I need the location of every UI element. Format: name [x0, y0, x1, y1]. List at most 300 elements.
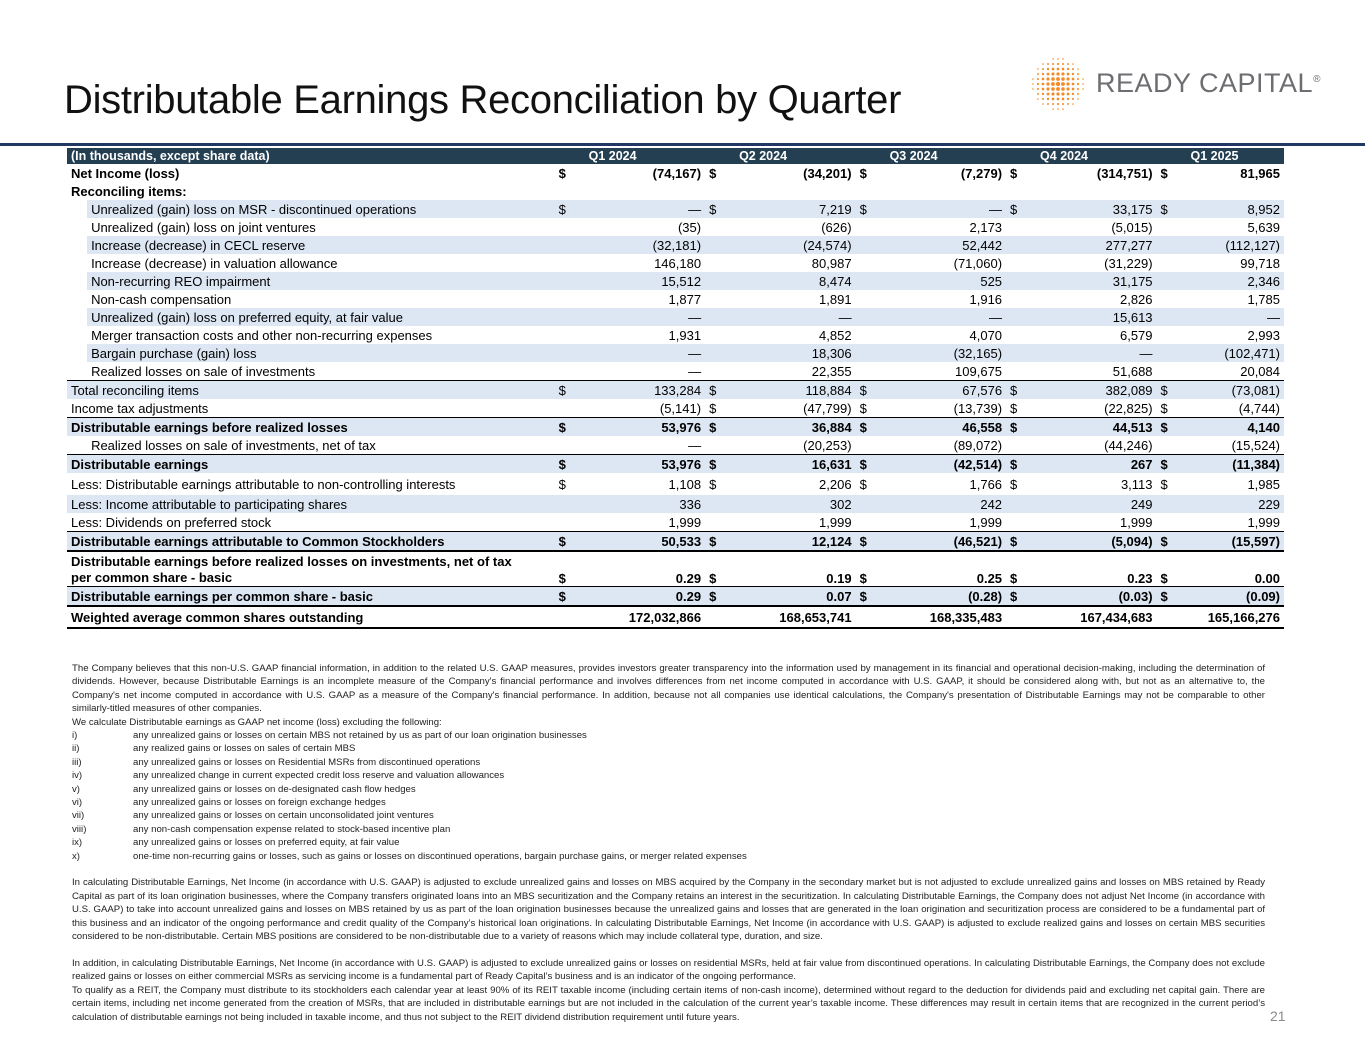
- cell-value: 146,180: [654, 255, 702, 271]
- list-item-text: any unrealized gains or losses on certain unconsolidated joint ventures: [133, 810, 434, 822]
- logo-dot: [1042, 98, 1044, 100]
- cell-value: (89,072): [953, 437, 1003, 453]
- logo-dot: [1056, 82, 1060, 86]
- currency-symbol: $: [1006, 455, 1032, 474]
- cell-value: 2,826: [1119, 291, 1153, 307]
- indent-cell: [67, 290, 87, 308]
- cell-value: 168,653,741: [731, 606, 855, 628]
- logo-dot: [1042, 88, 1045, 91]
- list-item-number: viii): [72, 823, 87, 835]
- cell-value: (102,471): [1183, 344, 1284, 362]
- currency-symbol: [1157, 290, 1183, 308]
- currency-symbol: $: [558, 571, 566, 586]
- row-label: Income tax adjustments: [71, 400, 209, 416]
- indent-cell: [67, 436, 87, 455]
- row-label: Less: Income attributable to participating shares: [67, 495, 555, 513]
- cell-value: 1,785: [1247, 291, 1280, 307]
- logo-dot: [1047, 73, 1050, 76]
- cell-value: 20,084: [1240, 363, 1280, 379]
- logo-dot: [1051, 92, 1054, 95]
- currency-symbol: [1006, 254, 1032, 272]
- currency-symbol: $: [709, 400, 717, 416]
- cell-value: (0.03): [1032, 587, 1156, 607]
- row-label: Less: Dividends on preferred stock: [71, 514, 272, 530]
- list-item-text: any unrealized gains or losses on de-designated cash flow hedges: [133, 783, 416, 795]
- cell-value: 0.00: [1254, 571, 1280, 586]
- logo-dot: [1062, 98, 1065, 101]
- logo-dot: [1047, 68, 1049, 70]
- currency-symbol: [555, 606, 581, 628]
- logo-dot: [1042, 78, 1045, 81]
- header-label: (In thousands, except share data): [67, 148, 555, 164]
- currency-symbol: $: [859, 165, 867, 181]
- cell-value: (15,524): [1231, 437, 1280, 453]
- footnote-paragraph: In addition, in calculating Distributable Earnings, Net Income (in accordance with U.S. GAAP) is adjusted to exclude unrealized gains or losses on residential MSRs, held at fair value from discontinued operations. In calculating Distributable Earnings, the Company does not exclude realized gains or losses on either commercial MSRs as servicing income is a fundamental part of Ready Capital’s business and is an indicator of the ongoing performance.: [72, 957, 1265, 983]
- logo-dot: [1082, 83, 1084, 85]
- cell-value: (47,799): [803, 400, 852, 416]
- cell-value: 0.19: [826, 571, 852, 586]
- currency-symbol: $: [709, 476, 717, 492]
- logo-dot: [1077, 93, 1079, 95]
- currency-symbol: [1006, 182, 1032, 200]
- logo-dot: [1042, 63, 1044, 65]
- table-row: [67, 381, 1284, 400]
- list-item: [72, 823, 1265, 836]
- cell-value: (42,514): [882, 455, 1006, 474]
- cell-value: 31,175: [1032, 272, 1156, 290]
- logo-dot: [1047, 103, 1049, 105]
- currency-symbol: [1157, 513, 1183, 532]
- currency-symbol: [555, 344, 581, 362]
- currency-symbol: $: [705, 455, 731, 474]
- currency-symbol: [1157, 326, 1183, 344]
- cell-value: 1,999: [1119, 514, 1153, 530]
- currency-symbol: $: [1010, 400, 1018, 416]
- logo-dot: [1037, 93, 1039, 95]
- logo-dot: [1032, 83, 1034, 85]
- indent-cell: [67, 200, 87, 218]
- table-row: [67, 200, 1284, 218]
- cell-value: (4,744): [1238, 400, 1280, 416]
- cell-value: 18,306: [731, 344, 855, 362]
- cell-value: 6,579: [1119, 327, 1153, 343]
- logo-dot: [1057, 108, 1059, 110]
- logo-dot: [1066, 82, 1069, 85]
- currency-symbol: $: [705, 418, 731, 437]
- footnote-paragraph: In calculating Distributable Earnings, Net Income (in accordance with U.S. GAAP) is adjusted to exclude unrealized gains and losses on MBS acquired by the Company in the secondary market but is not adjusted to exclude unrealized gains and losses on MBS retained by Ready Capital as part of its loan origination businesses, where the Company transfers originated loans into an MBS securitization and the Company retains an interest in the securitization. In calculating Distributable Earnings, the Company does not adjust Net Income (in accordance with U.S. GAAP) to take into account unrealized gains and losses on MBS retained by us as part of the loan origination businesses because the unrealized gains and losses that are generated in the loan origination and securitization process are considered to be a fundamental part of this business and an indicator of the ongoing performance and credit quality of the Company’s historical loan originations. In calculating Distributable Earnings, Net Income (in accordance with U.S. GAAP) is adjusted to exclude realized gains and losses on certain MBS securities considered to be non-distributable. Certain MBS positions are considered to be non-distributable due to a variety of reasons which may include collateral type, duration, and size.: [72, 877, 1265, 943]
- cell-value: 80,987: [811, 255, 852, 271]
- column-header: Q4 2024: [1006, 148, 1156, 164]
- currency-symbol: [1006, 308, 1032, 326]
- currency-symbol: [705, 326, 731, 344]
- cell-value: (7,279): [960, 165, 1003, 181]
- currency-symbol: [555, 399, 581, 418]
- cell-value: 2,206: [819, 476, 852, 492]
- page-title: Distributable Earnings Reconciliation by Quarter: [64, 78, 902, 122]
- logo-dot: [1057, 58, 1059, 60]
- cell-value: (44,246): [1104, 437, 1153, 453]
- table-row: [67, 513, 1284, 532]
- currency-symbol: $: [856, 532, 882, 552]
- cell-value: 7,219: [731, 200, 855, 218]
- currency-symbol: $: [856, 381, 882, 400]
- cell-value: (24,574): [731, 236, 855, 254]
- table-row: [67, 290, 1284, 308]
- table-row: [67, 399, 1284, 418]
- row-label: Total reconciling items: [67, 381, 555, 400]
- logo-dot: [1072, 103, 1074, 105]
- currency-symbol: [555, 495, 581, 513]
- currency-symbol: [555, 308, 581, 326]
- cell-value: 1,877: [668, 291, 702, 307]
- cell-value: —: [581, 200, 705, 218]
- currency-symbol: [1006, 290, 1032, 308]
- cell-value: (22,825): [1104, 400, 1153, 416]
- indent-cell: [67, 308, 87, 326]
- row-label: Increase (decrease) in valuation allowance: [91, 255, 338, 271]
- currency-symbol: [555, 326, 581, 344]
- list-item: [72, 809, 1265, 822]
- table-row: [67, 455, 1284, 474]
- currency-symbol: $: [1006, 200, 1032, 218]
- cell-value: 51,688: [1112, 363, 1153, 379]
- logo-dot: [1047, 93, 1050, 96]
- cell-value: (0.09): [1183, 587, 1284, 607]
- list-item: [72, 783, 1265, 796]
- table-row: [67, 218, 1284, 236]
- logo-dot: [1067, 73, 1070, 76]
- cell-value: (314,751): [1096, 165, 1153, 181]
- currency-symbol: $: [555, 418, 581, 437]
- table-header-row: [67, 148, 1284, 164]
- cell-value: —: [581, 344, 705, 362]
- column-header: Q3 2024: [856, 148, 1006, 164]
- currency-symbol: [555, 182, 581, 200]
- currency-symbol: [555, 436, 581, 455]
- header-divider: [0, 143, 1365, 146]
- logo-dot: [1072, 88, 1075, 91]
- cell-value: (15,597): [1183, 532, 1284, 552]
- currency-symbol: $: [1010, 571, 1018, 586]
- logo-dot: [1062, 108, 1064, 110]
- logo-dot: [1077, 83, 1079, 85]
- row-label: Realized losses on sale of investments, net of tax: [91, 437, 376, 453]
- logo-dot: [1077, 78, 1079, 80]
- cell-value: 0.29: [675, 571, 702, 586]
- list-item: [72, 769, 1265, 782]
- logo-dot: [1072, 78, 1075, 81]
- currency-symbol: [1006, 513, 1032, 532]
- currency-symbol: [856, 308, 882, 326]
- logo-dot: [1052, 58, 1054, 60]
- list-item-text: any realized gains or losses on sales of certain MBS: [133, 743, 356, 755]
- logo-dot: [1072, 68, 1074, 70]
- currency-symbol: [856, 254, 882, 272]
- cell-value: 99,718: [1240, 255, 1280, 271]
- cell-value: —: [1032, 344, 1156, 362]
- cell-value: 8,474: [731, 272, 855, 290]
- currency-symbol: [705, 254, 731, 272]
- logo-dot: [1067, 68, 1069, 70]
- column-header: Q1 2024: [555, 148, 705, 164]
- currency-symbol: [555, 236, 581, 254]
- currency-symbol: $: [1160, 571, 1168, 586]
- currency-symbol: $: [555, 381, 581, 400]
- logo-dot: [1037, 78, 1039, 80]
- currency-symbol: [1006, 606, 1032, 628]
- list-item-text: any unrealized change in current expected credit loss reserve and valuation allowances: [133, 770, 505, 782]
- list-item: [72, 836, 1265, 849]
- cell-value: (32,165): [882, 344, 1006, 362]
- logo-dot: [1067, 103, 1069, 105]
- cell-value: (31,229): [1104, 255, 1153, 271]
- cell-value: (34,201): [803, 165, 852, 181]
- cell-value: 46,558: [882, 418, 1006, 437]
- table-row: [67, 436, 1284, 455]
- currency-symbol: [856, 606, 882, 628]
- cell-value: 12,124: [731, 532, 855, 552]
- table-row: [67, 606, 1284, 628]
- cell-value: 15,512: [581, 272, 705, 290]
- currency-symbol: [555, 290, 581, 308]
- cell-value: 4,852: [819, 327, 852, 343]
- list-item-number: ix): [72, 837, 83, 849]
- cell-value: (5,094): [1032, 532, 1156, 552]
- cell-value: (35): [677, 219, 702, 235]
- logo-dot: [1047, 63, 1049, 65]
- currency-symbol: $: [555, 532, 581, 552]
- logo-dot: [1056, 87, 1060, 91]
- currency-symbol: [1157, 606, 1183, 628]
- cell-value: 165,166,276: [1183, 606, 1284, 628]
- table-row: [67, 254, 1284, 272]
- currency-symbol: [705, 182, 731, 200]
- logo-dot: [1057, 68, 1060, 71]
- cell-value: 5,639: [1247, 219, 1280, 235]
- cell-value: [581, 182, 705, 200]
- cell-value: —: [1183, 308, 1284, 326]
- currency-symbol: [705, 272, 731, 290]
- currency-symbol: [1157, 254, 1183, 272]
- cell-value: 3,113: [1120, 476, 1153, 492]
- cell-value: —: [731, 308, 855, 326]
- footnote-paragraph: To qualify as a REIT, the Company must distribute to its stockholders each calendar year at least 90% of its REIT taxable income (including certain items of non-cash income), determined without regard to the deduction for dividends paid and excluding net capital gain. There are certain items, including net income generated from the creation of MSRs, that are included in distributable earnings but are not included in the calculation of the current year’s taxable income. These differences may result in certain items that are recognized in the current period’s calculation of distributable earnings not being included in taxable income, and thus not subject to the REIT dividend distribution requirement until future years.: [72, 984, 1265, 1023]
- row-label: Distributable earnings: [67, 455, 555, 474]
- logo-dot: [1046, 82, 1049, 85]
- cell-value: 109,675: [955, 363, 1003, 379]
- currency-symbol: $: [856, 200, 882, 218]
- list-item: [72, 850, 1265, 863]
- table-row: [67, 532, 1284, 552]
- indent-cell: [67, 326, 87, 344]
- cell-value: [882, 182, 1006, 200]
- logo-dot: [1077, 98, 1079, 100]
- cell-value: [1183, 182, 1284, 200]
- logo-dot: [1042, 68, 1044, 70]
- row-label: Unrealized (gain) loss on joint ventures: [91, 219, 316, 235]
- currency-symbol: [1006, 272, 1032, 290]
- list-item-text: one-time non-recurring gains or losses, such as gains or losses on discontinued operations, bargain purchase gains, or merger related expenses: [133, 850, 747, 862]
- cell-value: (11,384): [1183, 455, 1284, 474]
- cell-value: (13,739): [953, 400, 1003, 416]
- logo-dot: [1082, 88, 1084, 90]
- list-item: [72, 742, 1265, 755]
- ready-capital-logo-icon: [1030, 56, 1090, 112]
- cell-value: —: [688, 363, 702, 379]
- currency-symbol: [856, 182, 882, 200]
- table-row: [67, 182, 1284, 200]
- cell-value: (20,253): [803, 437, 852, 453]
- footnotes: [72, 662, 1265, 1024]
- currency-symbol: [1006, 326, 1032, 344]
- cell-value: 0.23: [1127, 571, 1153, 586]
- table-row: [67, 418, 1284, 437]
- cell-value: (112,127): [1183, 236, 1284, 254]
- list-item-number: iv): [72, 770, 83, 782]
- cell-value: 33,175: [1032, 200, 1156, 218]
- row-label: Unrealized (gain) loss on MSR - discontinued operations: [87, 200, 555, 218]
- currency-symbol: $: [1160, 476, 1168, 492]
- cell-value: 2,346: [1183, 272, 1284, 290]
- logo-dot: [1057, 98, 1060, 101]
- list-item: [72, 756, 1265, 769]
- cell-value: 1,891: [819, 291, 852, 307]
- cell-value: 1,916: [969, 291, 1003, 307]
- logo-dot: [1066, 77, 1069, 80]
- currency-symbol: [856, 362, 882, 381]
- logo-dot: [1072, 83, 1075, 86]
- currency-symbol: [856, 326, 882, 344]
- cell-value: [1032, 182, 1156, 200]
- logo-dot: [1032, 88, 1034, 90]
- logo-dot: [1051, 82, 1055, 86]
- currency-symbol: $: [1006, 381, 1032, 400]
- cell-value: 1,999: [668, 514, 702, 530]
- exclusion-list: [72, 729, 1265, 863]
- column-header: Q2 2024: [705, 148, 855, 164]
- currency-symbol: $: [1157, 200, 1183, 218]
- logo-dot: [1067, 93, 1070, 96]
- currency-symbol: [1157, 218, 1183, 236]
- cell-value: 168,335,483: [882, 606, 1006, 628]
- cell-value: —: [882, 308, 1006, 326]
- row-label: Reconciling items:: [71, 183, 187, 199]
- currency-symbol: [1006, 436, 1032, 455]
- cell-value: 302: [731, 495, 855, 513]
- currency-symbol: $: [856, 587, 882, 607]
- logo-dot: [1046, 87, 1049, 90]
- cell-value: (0.28): [882, 587, 1006, 607]
- cell-value: 277,277: [1032, 236, 1156, 254]
- cell-value: 167,434,683: [1032, 606, 1156, 628]
- logo-dot: [1042, 83, 1045, 86]
- row-label: Net Income (loss): [71, 165, 180, 181]
- table-row: [67, 272, 1284, 290]
- cell-value: 81,965: [1240, 165, 1280, 181]
- currency-symbol: $: [856, 455, 882, 474]
- cell-value: 336: [581, 495, 705, 513]
- column-header: Q1 2025: [1157, 148, 1284, 164]
- currency-symbol: [1157, 308, 1183, 326]
- cell-value: [731, 182, 855, 200]
- currency-symbol: $: [1157, 532, 1183, 552]
- currency-symbol: $: [856, 418, 882, 437]
- cell-value: (5,015): [1111, 219, 1153, 235]
- cell-value: 4,140: [1183, 418, 1284, 437]
- list-item-text: any non-cash compensation expense related to stock-based incentive plan: [133, 823, 451, 835]
- cell-value: 118,884: [731, 381, 855, 400]
- cell-value: (71,060): [953, 255, 1003, 271]
- indent-cell: [67, 272, 87, 290]
- logo-dot: [1042, 93, 1044, 95]
- currency-symbol: [555, 254, 581, 272]
- logo-dot: [1037, 73, 1039, 75]
- indent-cell: [67, 218, 87, 236]
- cell-value: 50,533: [581, 532, 705, 552]
- currency-symbol: $: [709, 571, 717, 586]
- logo-dot: [1062, 58, 1064, 60]
- currency-symbol: $: [555, 200, 581, 218]
- table-row: [67, 495, 1284, 513]
- cell-value: 1,108: [668, 476, 702, 492]
- row-label: Less: Distributable earnings attributable to non-controlling interests: [71, 476, 456, 492]
- logo-dot: [1067, 63, 1069, 65]
- cell-value: 53,976: [581, 455, 705, 474]
- row-label: Distributable earnings attributable to Common Stockholders: [67, 532, 555, 552]
- cell-value: 36,884: [731, 418, 855, 437]
- logo-dot: [1051, 87, 1055, 91]
- logo-dot: [1056, 92, 1059, 95]
- indent-cell: [67, 254, 87, 272]
- currency-symbol: [705, 236, 731, 254]
- currency-symbol: [1006, 218, 1032, 236]
- row-label-line: per common share - basic: [71, 570, 233, 585]
- logo-dot: [1052, 98, 1055, 101]
- logo-dot: [1062, 68, 1065, 71]
- currency-symbol: [555, 362, 581, 381]
- currency-symbol: $: [1006, 587, 1032, 607]
- logo-dot: [1037, 88, 1039, 90]
- list-item: [72, 729, 1265, 742]
- logo-dot: [1042, 103, 1044, 105]
- currency-symbol: [555, 513, 581, 532]
- logo-dot: [1072, 93, 1074, 95]
- footnote-paragraph: The Company believes that this non-U.S. GAAP financial information, in addition to the related U.S. GAAP measures, provides investors greater transparency into the information used by management in its financial and operational decision-making, including the determination of dividends. However, because Distributable Earnings is an incomplete measure of the Company's financial performance and involves differences from net income computed in accordance with U.S. GAAP, it should be considered along with, but not as an alternative to, the Company's net income computed in accordance with U.S. GAAP as a measure of the Company's financial performance. In addition, because not all companies use identical calculations, the Company's presentation of Distributable Earnings may not be comparable to other similarly-titled measures of other companies.: [72, 663, 1265, 715]
- cell-value: 249: [1032, 495, 1156, 513]
- currency-symbol: $: [1157, 381, 1183, 400]
- logo-dot: [1062, 103, 1064, 105]
- logo-dot: [1061, 92, 1064, 95]
- currency-symbol: $: [705, 200, 731, 218]
- logo-dot: [1077, 88, 1079, 90]
- currency-symbol: [856, 344, 882, 362]
- logo-dot: [1037, 68, 1039, 70]
- currency-symbol: [705, 362, 731, 381]
- currency-symbol: $: [705, 587, 731, 607]
- cell-value: 267: [1032, 455, 1156, 474]
- logo-dot: [1077, 73, 1079, 75]
- currency-symbol: [856, 236, 882, 254]
- currency-symbol: $: [859, 476, 867, 492]
- currency-symbol: $: [859, 571, 867, 586]
- logo-dot: [1052, 63, 1054, 65]
- logo-dot: [1037, 83, 1039, 85]
- currency-symbol: [705, 495, 731, 513]
- row-label: [67, 551, 555, 587]
- list-item-text: any unrealized gains or losses on certain MBS not retained by us as part of our loan origination businesses: [133, 730, 587, 742]
- list-item-text: any unrealized gains or losses on Residential MSRs from discontinued operations: [133, 756, 481, 768]
- logo-text: READY CAPITAL®: [1096, 68, 1321, 98]
